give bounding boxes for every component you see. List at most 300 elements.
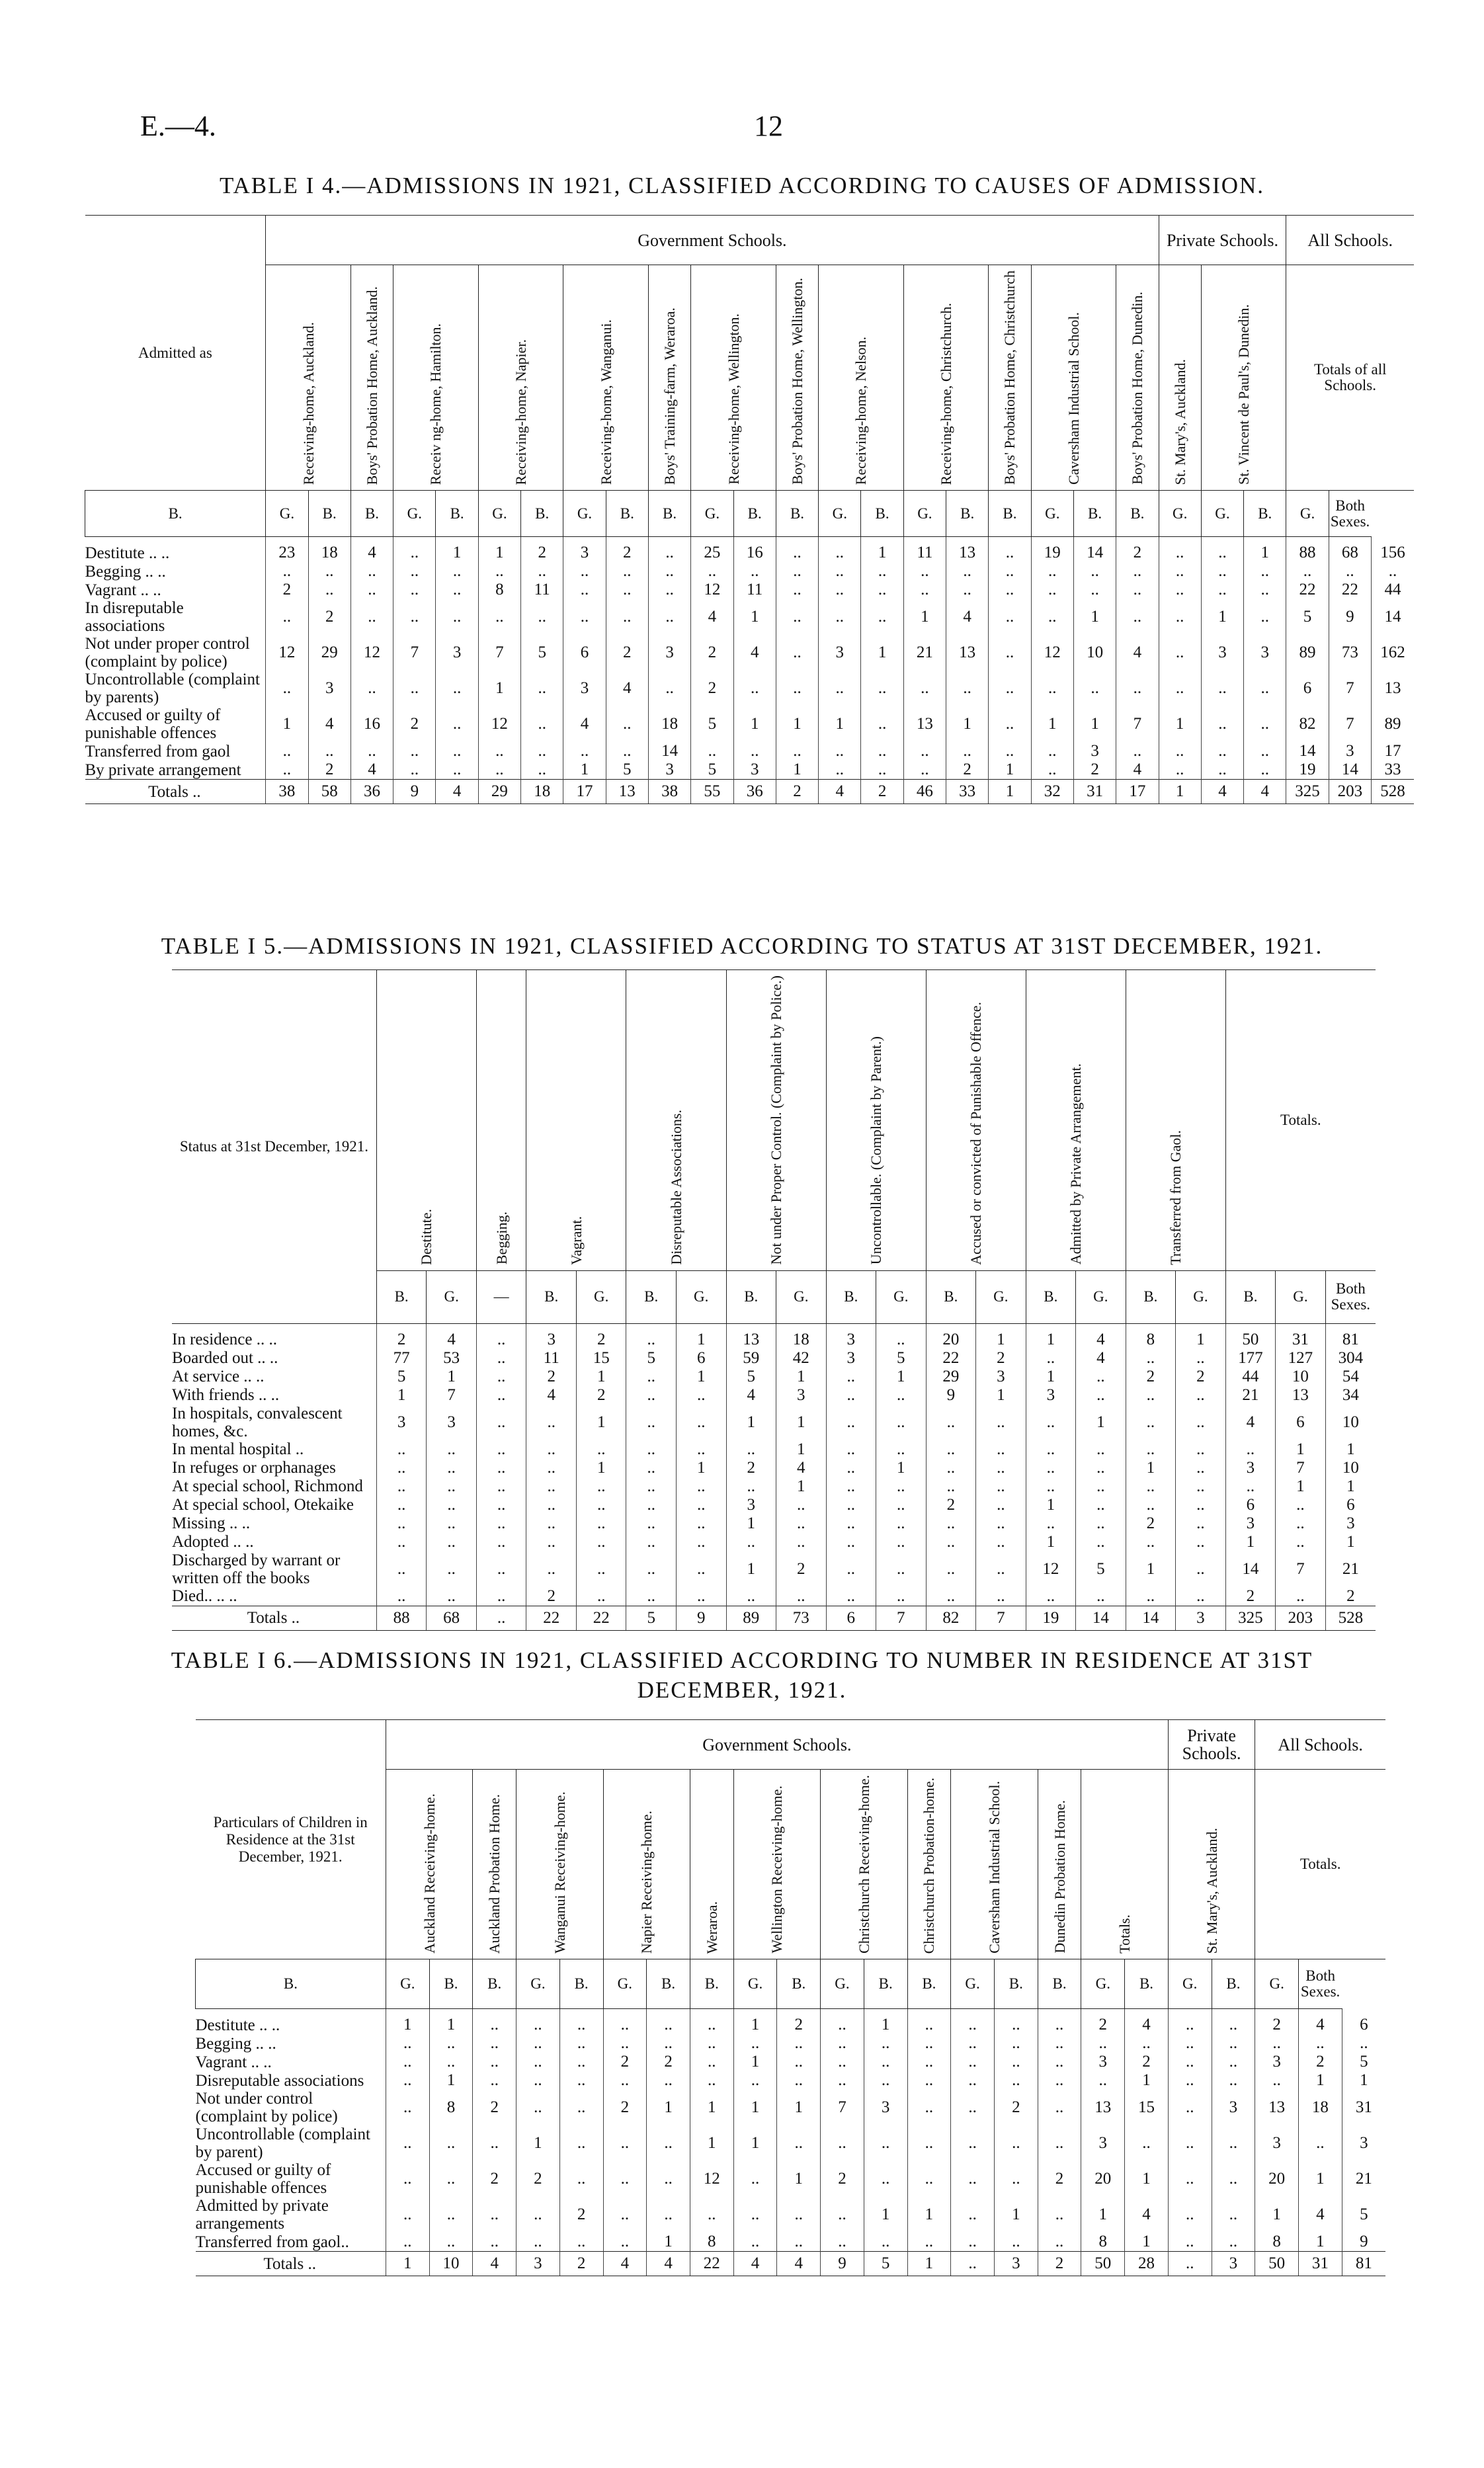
row-label: Disreputable associations [195, 2071, 364, 2090]
table-cell: 8 [1081, 2233, 1125, 2252]
table-cell: .. [861, 671, 903, 706]
t15-sex-header: B. [1225, 1270, 1276, 1323]
row-label: Totals .. [85, 780, 266, 804]
table-cell: 4 [473, 2252, 516, 2276]
table-cell: .. [907, 2161, 951, 2197]
table-cell: .. [350, 581, 393, 599]
table-cell: .. [526, 1477, 577, 1496]
table-cell: .. [676, 1587, 726, 1606]
table-cell: 3 [1225, 1514, 1276, 1533]
table-cell: .. [473, 2053, 516, 2071]
table-cell: 1 [907, 2197, 951, 2233]
table-cell: 68 [1329, 537, 1371, 563]
table-cell: .. [676, 1477, 726, 1496]
table-cell: .. [1201, 742, 1243, 761]
t15-column-header: Destitute. [376, 970, 476, 1271]
table-cell: .. [648, 599, 690, 635]
table-cell: 4 [308, 706, 350, 742]
table-cell: 1 [386, 2009, 429, 2035]
t14-row [85, 581, 1415, 599]
table-cell: 5 [1342, 2197, 1385, 2233]
table-cell: 19 [1286, 761, 1329, 780]
table-cell: 13 [606, 780, 648, 804]
table-cell: 1 [676, 1323, 726, 1349]
table-cell: .. [907, 2034, 951, 2053]
table-cell: 54 [1325, 1368, 1376, 1386]
t16-row [196, 2197, 1386, 2233]
t14-column-header: Caversham Industrial School. [1031, 265, 1116, 491]
table-cell: 9 [926, 1386, 976, 1405]
table-cell: .. [427, 1551, 477, 1587]
table-cell: .. [926, 1587, 976, 1606]
table-cell: .. [516, 2071, 560, 2090]
table-cell: 12 [691, 581, 733, 599]
t15-row [172, 1405, 1376, 1440]
table-cell: .. [436, 761, 478, 780]
table-cell: .. [861, 761, 903, 780]
table-cell: .. [776, 537, 818, 563]
table-cell: .. [776, 581, 818, 599]
t16-sex-header: G. [1168, 1959, 1212, 2009]
t14-sex-header: B. [1073, 491, 1116, 537]
table-cell: .. [690, 2053, 733, 2071]
t14-column-header: Boys' Training-farm, Weraroa. [648, 265, 690, 491]
table-cell: .. [826, 1533, 876, 1551]
table-cell: .. [907, 2009, 951, 2035]
table-cell: .. [1038, 2071, 1081, 2090]
table-cell: .. [626, 1533, 677, 1551]
table-cell: 16 [733, 537, 776, 563]
table-cell: 2 [976, 1349, 1026, 1368]
table-cell: .. [951, 2197, 995, 2233]
table-cell: .. [676, 1551, 726, 1587]
table-cell: .. [864, 2161, 907, 2197]
t14-column-header: Boys' Probation Home, Christchurch [989, 265, 1031, 491]
table-cell: 5 [691, 706, 733, 742]
table-cell: .. [603, 2009, 647, 2035]
t15-sex-header: B. [1126, 1270, 1176, 1323]
t14-sex-header: G. [393, 491, 436, 537]
t14-sex-header: B. [85, 491, 266, 537]
table-cell: 4 [733, 2252, 777, 2276]
table-cell: .. [648, 671, 690, 706]
table-cell: 11 [526, 1349, 577, 1368]
table-cell: 14 [1225, 1551, 1276, 1587]
table-cell: .. [1116, 742, 1159, 761]
t14-row [85, 562, 1415, 581]
table-cell: 17 [1116, 780, 1159, 804]
table-cell: .. [1176, 1514, 1226, 1533]
table-cell: .. [1212, 2034, 1255, 2053]
table-cell: .. [350, 599, 393, 635]
table-cell: 528 [1372, 780, 1415, 804]
table-cell: 1 [690, 2090, 733, 2125]
table-cell: 4 [819, 780, 861, 804]
table-cell: 36 [350, 780, 393, 804]
row-label: Accused or guilty of punishable offences [195, 2161, 331, 2198]
t16-sex-header: B. [907, 1959, 951, 2009]
row-label: Uncontrollable (complaint by parents) [85, 671, 261, 707]
table-cell: .. [1073, 671, 1116, 706]
table-cell: 9 [676, 1606, 726, 1630]
table-cell: 16 [350, 706, 393, 742]
table-cell: .. [603, 2125, 647, 2161]
table-cell: 1 [1125, 2161, 1169, 2197]
table-cell: 1 [1031, 706, 1073, 742]
table-cell: .. [676, 1405, 726, 1440]
table-cell: .. [603, 2161, 647, 2197]
table-cell: .. [1276, 1496, 1326, 1514]
table-cell: 4 [1299, 2009, 1342, 2035]
table-cell: .. [1125, 2034, 1169, 2053]
table-cell: 2 [521, 537, 563, 563]
t15-sex-header: B. [526, 1270, 577, 1323]
t14-column-header: Boys' Probation Home, Dunedin. [1116, 265, 1159, 491]
table-cell: 4 [1299, 2197, 1342, 2233]
table-cell: 11 [521, 581, 563, 599]
t15-rowhead: Status at 31st December, 1921. [172, 970, 376, 1324]
page-number: 12 [754, 110, 783, 142]
table-cell: 2 [516, 2161, 560, 2197]
table-cell: 3 [819, 635, 861, 671]
t16-sex-header: B. [647, 1959, 690, 2009]
table-cell: 3 [1212, 2252, 1255, 2276]
t16-sex-header: B. [1125, 1959, 1169, 2009]
table-cell: .. [429, 2125, 473, 2161]
table-cell: .. [976, 1533, 1026, 1551]
table-cell: 3 [648, 635, 690, 671]
table-cell: 2 [777, 2009, 821, 2035]
table-cell: 21 [1342, 2161, 1385, 2197]
row-label: Uncontrollable (complaint by parent) [195, 2125, 371, 2162]
table-cell: .. [926, 1440, 976, 1459]
table-cell: .. [1372, 562, 1415, 581]
table-cell: .. [647, 2197, 690, 2233]
table-cell: 50 [1081, 2252, 1125, 2276]
table-cell: 3 [1081, 2053, 1125, 2071]
table-cell: .. [776, 635, 818, 671]
table-cell: .. [776, 742, 818, 761]
t16-column-header: Auckland Receiving-home. [386, 1770, 472, 1959]
t16-sex-header: G. [951, 1959, 995, 2009]
table-cell: .. [777, 2034, 821, 2053]
table-cell: 14 [1329, 761, 1371, 780]
table-cell: .. [476, 1587, 526, 1606]
table-cell: .. [476, 1349, 526, 1368]
table-cell: 3 [1342, 2125, 1385, 2161]
table-cell: 15 [576, 1349, 626, 1368]
table-cell: .. [676, 1533, 726, 1551]
table-cell: .. [376, 1514, 427, 1533]
table-cell: .. [907, 2090, 951, 2125]
table-cell: .. [516, 2034, 560, 2053]
table-cell: .. [427, 1477, 477, 1496]
table-cell: .. [476, 1459, 526, 1477]
t15-row [172, 1323, 1376, 1349]
table-cell: .. [429, 2233, 473, 2252]
table-cell: .. [951, 2125, 995, 2161]
table-cell: .. [606, 562, 648, 581]
table-cell: .. [1176, 1533, 1226, 1551]
table-cell: .. [476, 1496, 526, 1514]
t16-sex-header: G. [733, 1959, 777, 2009]
table-cell: .. [776, 599, 818, 635]
table-cell: 304 [1325, 1349, 1376, 1368]
table-cell: 7 [1276, 1551, 1326, 1587]
t16-row [196, 2053, 1386, 2071]
table-cell: .. [1076, 1440, 1126, 1459]
table-cell: .. [436, 599, 478, 635]
table-cell: 3 [1201, 635, 1243, 671]
t14-sex-header: B. [1244, 491, 1286, 537]
table-cell: 2 [691, 635, 733, 671]
table-cell: 10 [1276, 1368, 1326, 1386]
table-cell: .. [376, 1477, 427, 1496]
table-cell: 3 [994, 2252, 1038, 2276]
table-cell: 13 [1081, 2090, 1125, 2125]
table-cell: 12 [266, 635, 308, 671]
row-label: Adopted .. .. [172, 1533, 254, 1551]
table-cell: .. [606, 706, 648, 742]
table-cell: .. [476, 1551, 526, 1587]
table-cell: 3 [1225, 1459, 1276, 1477]
table-cell: .. [951, 2233, 995, 2252]
table-cell: .. [1168, 2053, 1212, 2071]
table-cell: .. [1168, 2071, 1212, 2090]
table-cell: 1 [733, 2090, 777, 2125]
t15-sex-header: G. [1076, 1270, 1126, 1323]
table-cell: .. [903, 562, 946, 581]
table-cell: .. [606, 599, 648, 635]
table-cell: 127 [1276, 1349, 1326, 1368]
table-cell: .. [516, 2009, 560, 2035]
table-cell: .. [1201, 537, 1243, 563]
t15-column-header: Accused or convicted of Punishable Offence. [926, 970, 1026, 1271]
table-cell: 89 [726, 1606, 776, 1630]
row-label: In mental hospital .. [172, 1440, 304, 1458]
table-cell: 1 [516, 2125, 560, 2161]
table-i4-group-government: Government Schools. [266, 216, 1159, 265]
table-cell: 1 [777, 2161, 821, 2197]
table-cell: 4 [1076, 1323, 1126, 1349]
t15-row [172, 1459, 1376, 1477]
t14-row [85, 599, 1415, 635]
table-cell: 1 [1176, 1323, 1226, 1349]
table-cell: 73 [1329, 635, 1371, 671]
table-cell: 3 [308, 671, 350, 706]
table-cell: .. [1329, 562, 1371, 581]
table-cell: .. [626, 1323, 677, 1349]
table-cell: .. [1212, 2161, 1255, 2197]
table-cell: 11 [903, 537, 946, 563]
table-cell: 8 [478, 581, 520, 599]
table-cell: 1 [733, 2125, 777, 2161]
row-label: Destitute .. .. [85, 544, 170, 562]
table-cell: .. [1225, 1477, 1276, 1496]
table-cell: .. [386, 2090, 429, 2125]
t14-column-header: Receiving-home, Christchurch. [903, 265, 989, 491]
table-cell: .. [926, 1477, 976, 1496]
table-cell: .. [1126, 1386, 1176, 1405]
table-cell: 42 [776, 1349, 827, 1368]
table-cell: 1 [1081, 2197, 1125, 2233]
table-cell: 6 [1342, 2009, 1385, 2035]
table-cell: .. [976, 1477, 1026, 1496]
table-cell: .. [386, 2053, 429, 2071]
table-cell: .. [951, 2252, 995, 2276]
table-cell: 7 [976, 1606, 1026, 1630]
table-cell: 1 [576, 1368, 626, 1386]
table-cell: 1 [903, 599, 946, 635]
t16-sex-header: G. [603, 1959, 647, 2009]
table-cell: 1 [976, 1323, 1026, 1349]
table-cell: 8 [1255, 2233, 1299, 2252]
table-cell: 7 [393, 635, 436, 671]
table-cell: .. [266, 671, 308, 706]
t16-column-header: St. Mary's, Auckland. [1168, 1770, 1255, 1959]
table-cell: 10 [1325, 1459, 1376, 1477]
table-cell: .. [1076, 1459, 1126, 1477]
table-cell: .. [826, 1440, 876, 1459]
table-cell: 38 [648, 780, 690, 804]
table-cell: .. [478, 562, 520, 581]
table-cell: .. [626, 1587, 677, 1606]
table-cell: 12 [1026, 1551, 1076, 1587]
table-cell: .. [1026, 1440, 1076, 1459]
table-cell: 2 [1325, 1587, 1376, 1606]
table-cell: 13 [1372, 671, 1415, 706]
table-cell: .. [994, 2125, 1038, 2161]
t14-sex-header: B. [648, 491, 690, 537]
table-cell: 22 [690, 2252, 733, 2276]
table-cell: .. [427, 1496, 477, 1514]
table-cell: .. [386, 2197, 429, 2233]
t14-sex-header: G. [1201, 491, 1243, 537]
table-cell: .. [473, 2071, 516, 2090]
table-cell: 325 [1225, 1606, 1276, 1630]
table-cell: .. [1081, 2034, 1125, 2053]
t14-column-header: St. Mary's, Auckland. [1159, 265, 1201, 491]
table-cell: 2 [1299, 2053, 1342, 2071]
table-cell: .. [473, 2125, 516, 2161]
table-cell: 22 [1329, 581, 1371, 599]
t16-sex-header: Both Sexes. [1299, 1959, 1342, 2009]
t15-row [172, 1349, 1376, 1368]
table-cell: .. [1038, 2125, 1081, 2161]
table-cell: .. [393, 599, 436, 635]
table-cell: .. [376, 1440, 427, 1459]
table-cell: 4 [1116, 761, 1159, 780]
table-cell: .. [777, 2071, 821, 2090]
t14-column-header: Receiving-home, Auckland. [266, 265, 351, 491]
table-cell: 46 [903, 780, 946, 804]
table-cell: .. [826, 1496, 876, 1514]
table-cell: .. [436, 581, 478, 599]
table-cell: 68 [427, 1606, 477, 1630]
table-cell: .. [1212, 2053, 1255, 2071]
table-cell: .. [690, 2034, 733, 2053]
table-cell: 1 [1076, 1405, 1126, 1440]
table-cell: .. [864, 2233, 907, 2252]
table-cell: 1 [733, 706, 776, 742]
table-cell: 1 [1126, 1551, 1176, 1587]
table-cell: 15 [1125, 2090, 1169, 2125]
table-cell: 1 [1026, 1496, 1076, 1514]
table-cell: .. [476, 1440, 526, 1459]
table-cell: 21 [903, 635, 946, 671]
t16-sex-header: B. [1212, 1959, 1255, 2009]
table-cell: .. [1026, 1587, 1076, 1606]
table-cell: .. [647, 2034, 690, 2053]
table-cell: .. [1159, 537, 1201, 563]
table-cell: .. [386, 2233, 429, 2252]
table-cell: .. [1212, 2009, 1255, 2035]
table-cell: .. [1176, 1405, 1226, 1440]
table-cell: 17 [563, 780, 606, 804]
table-cell: .. [1299, 2034, 1342, 2053]
t14-sex-header: Both Sexes. [1329, 491, 1371, 537]
table-cell: .. [563, 562, 606, 581]
t15-column-header: Uncontrollable. (Complaint by Parent.) [826, 970, 926, 1271]
t16-sex-header: B. [559, 1959, 603, 2009]
table-cell: 7 [821, 2090, 864, 2125]
table-cell: .. [1276, 1533, 1326, 1551]
t16-column-header: Dunedin Probation Home. [1038, 1770, 1081, 1959]
table-cell: .. [776, 1496, 827, 1514]
table-cell: .. [776, 1587, 827, 1606]
table-cell: 33 [1372, 761, 1415, 780]
table-cell: .. [994, 2233, 1038, 2252]
table-cell: .. [393, 742, 436, 761]
t14-sex-header: G. [903, 491, 946, 537]
t16-sex-header: G. [516, 1959, 560, 2009]
table-cell: .. [576, 1477, 626, 1496]
table-cell: 88 [376, 1606, 427, 1630]
t14-column-header: Receiving-home, Nelson. [819, 265, 904, 491]
table-cell: 4 [726, 1386, 776, 1405]
table-cell: .. [821, 2071, 864, 2090]
t16-column-header: Wanganui Receiving-home. [516, 1770, 603, 1959]
table-cell: .. [691, 742, 733, 761]
table-cell: 2 [526, 1368, 577, 1386]
t15-row [172, 1533, 1376, 1551]
table-cell: .. [603, 2233, 647, 2252]
table-cell: 2 [393, 706, 436, 742]
table-cell: 3 [516, 2252, 560, 2276]
t14-column-header: Totals of all Schools. [1286, 265, 1414, 491]
table-cell: .. [1201, 671, 1243, 706]
table-cell: 2 [603, 2053, 647, 2071]
table-cell: .. [476, 1405, 526, 1440]
table-cell: 29 [478, 780, 520, 804]
table-cell: 4 [1225, 1405, 1276, 1440]
table-cell: 5 [376, 1368, 427, 1386]
t15-column-header: Admitted by Private Arrangement. [1026, 970, 1126, 1271]
table-cell: .. [691, 562, 733, 581]
table-cell: .. [526, 1514, 577, 1533]
row-label: In refuges or orphanages [172, 1459, 336, 1477]
table-cell: .. [521, 706, 563, 742]
table-cell: .. [989, 671, 1031, 706]
table-cell: .. [1201, 761, 1243, 780]
table-cell: .. [1126, 1587, 1176, 1606]
table-cell: .. [777, 2197, 821, 2233]
table-cell: .. [690, 2197, 733, 2233]
table-cell: .. [1276, 1587, 1326, 1606]
table-cell: .. [526, 1496, 577, 1514]
table-cell: 1 [907, 2252, 951, 2276]
table-cell: .. [821, 2197, 864, 2233]
